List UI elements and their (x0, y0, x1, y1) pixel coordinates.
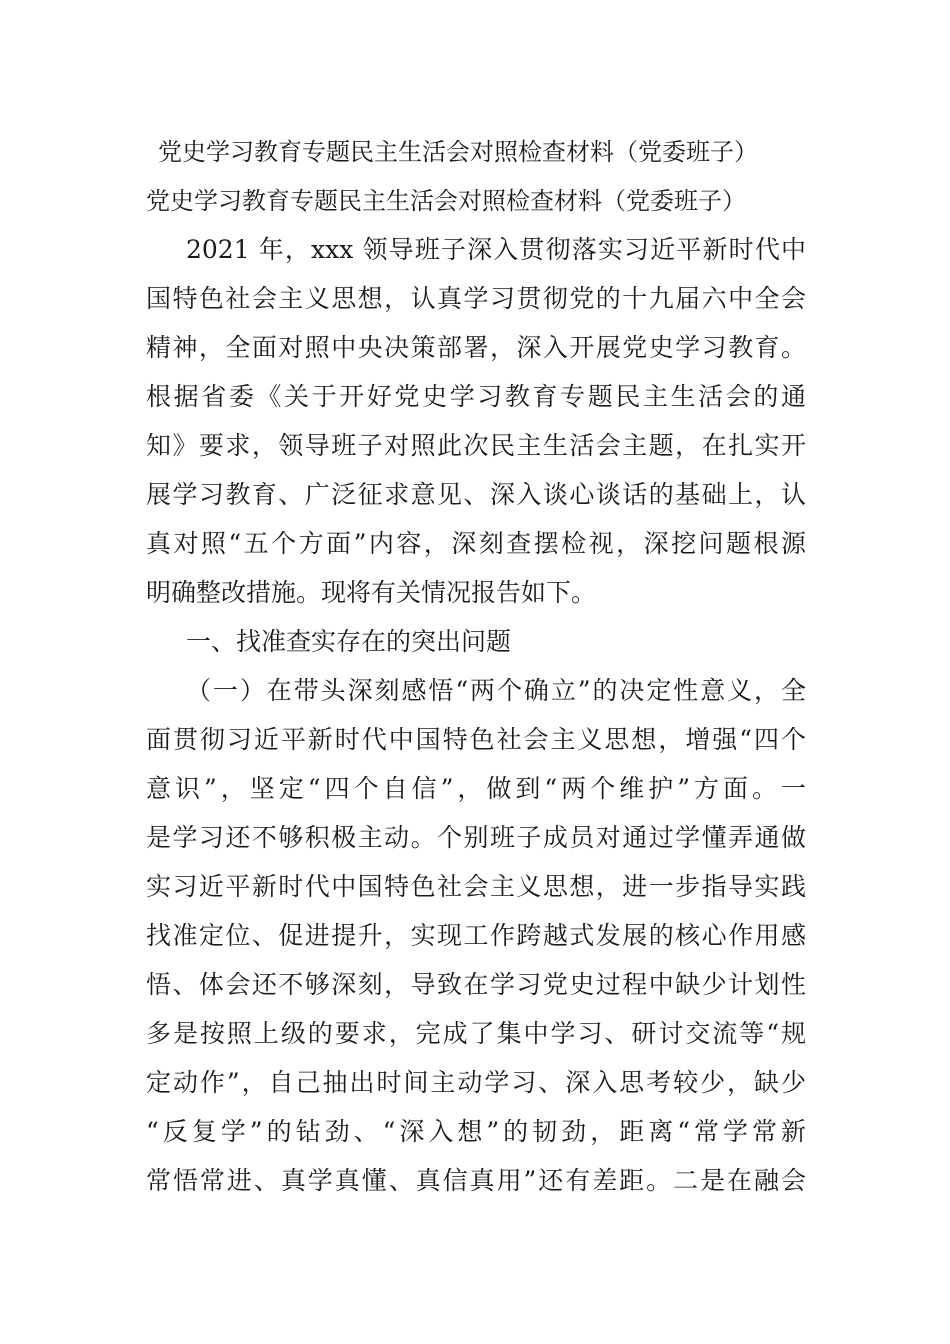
intro-line: 知》要求，领导班子对照此次民主生活会主题，在扎实开 (146, 431, 806, 460)
body-line: 多是按照上级的要求，完成了集中学习、研讨交流等“规 (146, 1019, 806, 1048)
body-line: “反复学”的钻劲、“深入想”的韧劲，距离“常学常新 (146, 1117, 806, 1146)
section-heading: 一、找准查实存在的突出问题 (186, 627, 512, 656)
body-line: 悟、体会还不够深刻，导致在学习党史过程中缺少计划性 (146, 970, 806, 999)
intro-line: 国特色社会主义思想，认真学习贯彻党的十九届六中全会 (146, 284, 806, 313)
intro-line: 展学习教育、广泛征求意见、深入谈心谈话的基础上，认 (146, 480, 806, 509)
body-line: 面贯彻习近平新时代中国特色社会主义思想，增强“四个 (146, 725, 806, 754)
document-title: 党史学习教育专题民主生活会对照检查材料（党委班子） (146, 187, 746, 215)
body-line: 定动作”，自己抽出时间主动学习、深入思考较少，缺少 (146, 1068, 806, 1097)
body-line: 是学习还不够积极主动。个别班子成员对通过学懂弄通做 (146, 823, 806, 852)
body-line: 找准定位、促进提升，实现工作跨越式发展的核心作用感 (146, 921, 806, 950)
body-line: 常悟常进、真学真懂、真信真用”还有差距。二是在融会 (146, 1166, 806, 1195)
document-heading: 党史学习教育专题民主生活会对照检查材料（党委班子） (158, 138, 758, 166)
intro-line: 精神，全面对照中央决策部署，深入开展党史学习教育。 (146, 333, 806, 362)
body-line: （一）在带头深刻感悟“两个确立”的决定性意义，全 (186, 676, 806, 705)
body-line: 意识”，坚定“四个自信”，做到“两个维护”方面。一 (146, 774, 806, 803)
body-line: 实习近平新时代中国特色社会主义思想，进一步指导实践 (146, 872, 806, 901)
intro-line: 明确整改措施。现将有关情况报告如下。 (146, 578, 597, 607)
intro-line: 根据省委《关于开好党史学习教育专题民主生活会的通 (146, 382, 806, 411)
intro-line: 真对照“五个方面”内容，深刻查摆检视，深挖问题根源 (146, 529, 806, 558)
intro-line: 2021 年，xxx 领导班子深入贯彻落实习近平新时代中 (186, 235, 806, 264)
